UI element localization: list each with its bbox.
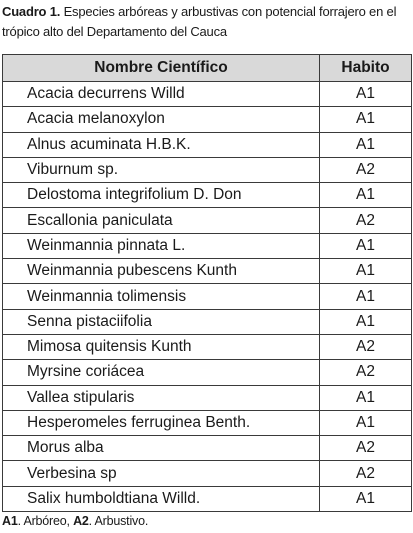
cell-habit: A1	[320, 107, 412, 132]
table-body	[3, 82, 412, 512]
table-row	[3, 233, 412, 258]
table-row	[3, 208, 412, 233]
cell-habit: A2	[320, 334, 412, 359]
table-row	[3, 157, 412, 182]
caption-text: Especies arbóreas y arbustivas con potencial forrajero en el trópico alto del Departamento del Cauca	[2, 4, 397, 39]
table-footnote	[2, 514, 148, 528]
table-row	[3, 385, 412, 410]
table-row	[3, 436, 412, 461]
species-table	[2, 54, 412, 512]
cell-habit: A1	[320, 132, 412, 157]
table-row	[3, 486, 412, 511]
cell-scientific-name: Morus alba	[3, 436, 320, 461]
cell-scientific-name: Acacia melanoxylon	[3, 107, 320, 132]
cell-habit: A1	[320, 233, 412, 258]
cell-scientific-name: Hesperomeles ferruginea Benth.	[3, 410, 320, 435]
footnote-a1-code: A1	[2, 514, 18, 528]
cell-scientific-name: Mimosa quitensis Kunth	[3, 334, 320, 359]
cell-habit: A1	[320, 309, 412, 334]
cell-scientific-name: Viburnum sp.	[3, 157, 320, 182]
table-row	[3, 183, 412, 208]
cell-scientific-name: Escallonia paniculata	[3, 208, 320, 233]
cell-scientific-name: Weinmannia pinnata L.	[3, 233, 320, 258]
footnote-a2-text: . Arbustivo.	[88, 514, 149, 528]
table-header-row	[3, 55, 412, 82]
cell-habit: A2	[320, 157, 412, 182]
table-row	[3, 284, 412, 309]
cell-habit: A1	[320, 183, 412, 208]
header-habit: Habito	[320, 55, 412, 82]
cell-habit: A1	[320, 284, 412, 309]
cell-scientific-name: Alnus acuminata H.B.K.	[3, 132, 320, 157]
table-row	[3, 461, 412, 486]
table-caption	[2, 2, 412, 42]
cell-habit: A1	[320, 486, 412, 511]
cell-scientific-name: Vallea stipularis	[3, 385, 320, 410]
caption-label: Cuadro 1.	[2, 4, 61, 19]
table-row	[3, 259, 412, 284]
cell-habit: A2	[320, 436, 412, 461]
cell-habit: A2	[320, 461, 412, 486]
cell-scientific-name: Weinmannia pubescens Kunth	[3, 259, 320, 284]
footnote-a1-text: . Arbóreo,	[17, 514, 74, 528]
cell-habit: A1	[320, 385, 412, 410]
table-row	[3, 82, 412, 107]
table-row	[3, 309, 412, 334]
cell-scientific-name: Verbesina sp	[3, 461, 320, 486]
cell-habit: A1	[320, 259, 412, 284]
cell-habit: A2	[320, 208, 412, 233]
cell-scientific-name: Acacia decurrens Willd	[3, 82, 320, 107]
cell-habit: A2	[320, 360, 412, 385]
footnote-a2-code: A2	[73, 514, 89, 528]
cell-habit: A1	[320, 410, 412, 435]
cell-scientific-name: Weinmannia tolimensis	[3, 284, 320, 309]
cell-scientific-name: Delostoma integrifolium D. Don	[3, 183, 320, 208]
table-row	[3, 334, 412, 359]
table-row	[3, 360, 412, 385]
cell-scientific-name: Senna pistaciifolia	[3, 309, 320, 334]
table-row	[3, 410, 412, 435]
header-scientific-name: Nombre Científico	[3, 55, 320, 82]
cell-scientific-name: Salix humboldtiana Willd.	[3, 486, 320, 511]
cell-scientific-name: Myrsine coriácea	[3, 360, 320, 385]
table-row	[3, 107, 412, 132]
table-row	[3, 132, 412, 157]
cell-habit: A1	[320, 82, 412, 107]
